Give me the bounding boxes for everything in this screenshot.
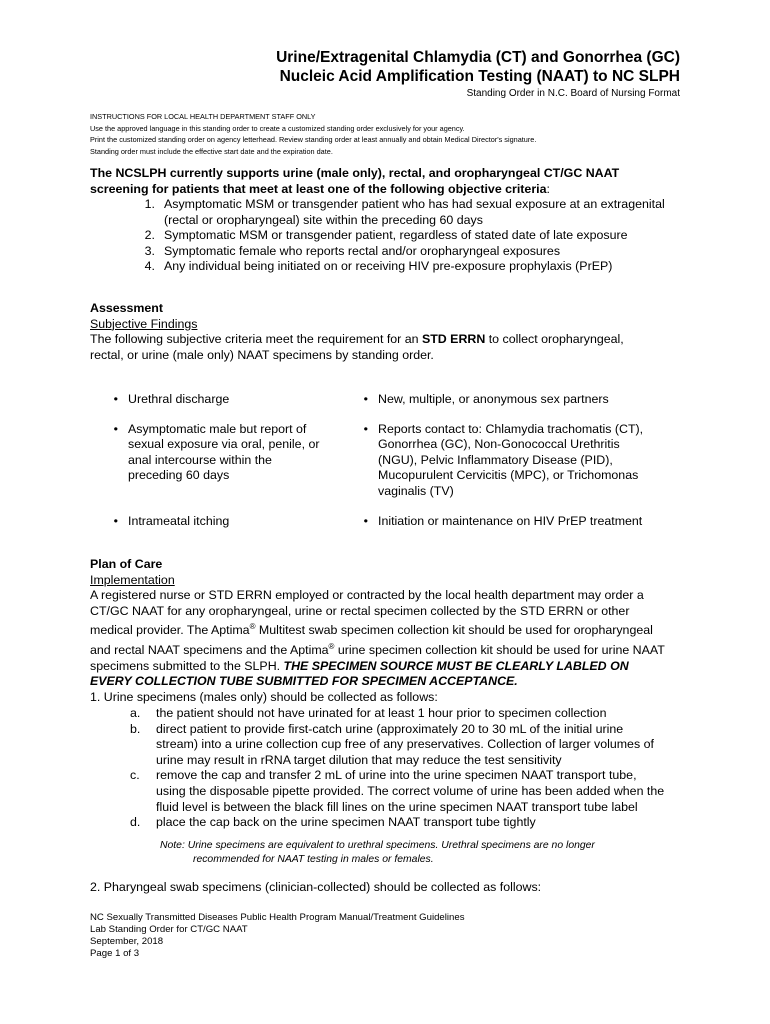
bullet-text: preceding 60 days (128, 468, 230, 483)
bullet-text: Intrameatal itching (128, 513, 230, 528)
assessment-text: rectal, or urine (male only) NAAT specimens by standing order. (90, 347, 434, 362)
list-item-text: direct patient to provide first-catch urine (approximately 20 to 30 mL of the initial urine (156, 721, 624, 736)
bullet-text: sexual exposure via oral, penile, or (128, 437, 320, 452)
subjective-criteria-bullets (90, 392, 690, 529)
pharyngeal-heading: 2. Pharyngeal swab specimens (clinician-collected) should be collected as follows: (90, 880, 542, 894)
bullet-icon: • (363, 392, 368, 406)
bullet-icon: • (113, 421, 118, 436)
page-footer (90, 912, 465, 960)
bullet-icon: • (363, 513, 368, 528)
bullet-icon: • (113, 513, 118, 528)
list-number: 2. (144, 228, 155, 243)
plan-text: medical provider. The Aptima (90, 623, 250, 638)
bullet-row (90, 422, 690, 500)
plan-of-care-section (90, 557, 690, 690)
document-title-line1: Urine/Extragenital Chlamydia (CT) and Gonorrhea (GC) (276, 49, 680, 66)
bullet-icon: • (113, 392, 118, 406)
instructions-heading: INSTRUCTIONS FOR LOCAL HEALTH DEPARTMENT STAFF ONLY (90, 112, 316, 121)
registered-mark: ® (328, 642, 335, 652)
list-item (121, 244, 681, 260)
plan-text: urine specimen collection kit should be used for urine NAAT (334, 643, 665, 658)
list-item-text: Asymptomatic MSM or transgender patient who has had sexual exposure at an extragenital (164, 197, 665, 211)
criteria-intro-colon: : (546, 181, 550, 196)
assessment-section (90, 301, 690, 363)
urine-heading: 1. Urine specimens (males only) should be collected as follows: (90, 690, 438, 704)
list-item-text: the patient should not have urinated for at least 1 hour prior to specimen collection (156, 706, 607, 720)
list-letter: c. (130, 768, 140, 783)
document-header (276, 48, 680, 101)
assessment-text: The following subjective criteria meet the requirement for an (90, 332, 422, 347)
criteria-intro (90, 166, 690, 197)
bullet-text: Urethral discharge (128, 392, 230, 406)
footer-line: NC Sexually Transmitted Diseases Public Health Program Manual/Treatment Guidelines (90, 912, 465, 923)
specimen-warning: EVERY COLLECTION TUBE SUBMITTED FOR SPECIMEN ACCEPTANCE. (90, 674, 518, 689)
list-item-text: using the disposable pipette provided. The correct volume of urine has been added when the (156, 783, 665, 798)
list-item (130, 768, 690, 815)
specimen-warning: THE SPECIMEN SOURCE MUST BE CLEARLY LABLED ON (283, 658, 629, 673)
document-title-line2: Nucleic Acid Amplification Testing (NAAT) to NC SLPH (279, 68, 680, 85)
list-item (121, 259, 681, 275)
subjective-findings-heading: Subjective Findings (90, 316, 198, 331)
list-item-text: fluid level is between the black fill lines on the urine specimen NAAT transport tube label (156, 799, 638, 814)
bullet-text: Initiation or maintenance on HIV PrEP treatment (378, 513, 643, 528)
list-item-text: stream) into a urine collection cup free of any preservatives. Collection of larger volumes of (156, 737, 654, 752)
list-item-text: place the cap back on the urine specimen NAAT transport tube tightly (156, 815, 536, 830)
instruction-line: Print the customized standing order on agency letterhead. Review standing order at least annually and obtain Medical Director's signature. (90, 135, 537, 145)
instruction-line: Use the approved language in this standing order to create a customized standing order exclusively for your agency. (90, 123, 465, 133)
plan-text: and rectal NAAT specimens and the Aptima (90, 643, 329, 658)
bullet-text: Mucopurulent Cervicitis (MPC), or Trichomonas (378, 468, 639, 483)
plan-text: CT/GC NAAT for any oropharyngeal, urine or rectal specimen collected by the STD ERRN or other (90, 603, 630, 618)
list-item-text: Symptomatic MSM or transgender patient, regardless of stated date of late exposure (164, 228, 628, 243)
list-item-text: remove the cap and transfer 2 mL of urine into the urine specimen NAAT transport tube, (156, 768, 637, 783)
footer-date: September, 2018 (90, 936, 164, 947)
criteria-intro-line1: The NCSLPH currently supports urine (male only), rectal, and oropharyngeal CT/GC NAAT (90, 166, 620, 180)
instruction-line: Standing order must include the effective start date and the expiration date. (90, 146, 333, 156)
list-letter: a. (130, 706, 141, 720)
list-item-text: Symptomatic female who reports rectal and/or oropharyngeal exposures (164, 243, 561, 258)
bullet-row (90, 392, 690, 408)
list-item-text: Any individual being initiated on or receiving HIV pre-exposure prophylaxis (PrEP) (164, 259, 613, 274)
implementation-heading: Implementation (90, 572, 175, 587)
plan-text: A registered nurse or STD ERRN employed or contracted by the local health department may order a (90, 588, 644, 603)
bullet-icon: • (363, 421, 368, 436)
assessment-heading: Assessment (90, 301, 164, 315)
staff-instructions (90, 111, 536, 157)
bullet-text: Asymptomatic male but report of (128, 421, 307, 436)
assessment-text-bold: STD ERRN (421, 332, 486, 347)
list-number: 1. (144, 197, 155, 211)
list-item (121, 228, 681, 244)
list-item (130, 815, 690, 831)
list-item-text: urine may result in rRNA target dilution that may reduce the test sensitivity (156, 752, 562, 767)
urine-collection-steps (130, 706, 690, 831)
document-subtitle: Standing Order in N.C. Board of Nursing Format (466, 88, 680, 99)
list-item (130, 706, 690, 722)
bullet-text: (NGU), Pelvic Inflammatory Disease (PID), (378, 452, 613, 467)
list-item-text: (rectal or oropharyngeal) site within the preceding 60 days (164, 212, 483, 227)
assessment-text: to collect oropharyngeal, (485, 332, 624, 347)
list-number: 3. (144, 243, 155, 258)
criteria-intro-line2: screening for patients that meet at least one of the following objective criteria (90, 181, 547, 196)
list-item (130, 722, 690, 769)
bullet-text: New, multiple, or anonymous sex partners (378, 392, 609, 406)
bullet-text: Gonorrhea (GC), Non-Gonococcal Urethritis (378, 437, 620, 452)
list-item (121, 197, 681, 228)
list-letter: d. (130, 815, 141, 830)
bullet-text: anal intercourse within the (128, 452, 272, 467)
bullet-text: Reports contact to: Chlamydia trachomatis (CT), (378, 421, 644, 436)
plan-of-care-heading: Plan of Care (90, 557, 163, 571)
footer-line: Lab Standing Order for CT/GC NAAT (90, 924, 248, 935)
bullet-text: vaginalis (TV) (378, 483, 454, 498)
plan-text: Multitest swab specimen collection kit should be used for oropharyngeal (255, 623, 653, 638)
list-number: 4. (144, 259, 155, 274)
page-number: Page 1 of 3 (90, 948, 140, 959)
note-text: Note: Urine specimens are equivalent to urethral specimens. Urethral specimens are no longer (160, 840, 595, 851)
bullet-row (90, 514, 690, 530)
registered-mark: ® (249, 622, 256, 632)
note-text: recommended for NAAT testing in males or females. (193, 854, 434, 865)
plan-text: specimens submitted to the SLPH. (90, 658, 284, 673)
list-letter: b. (130, 721, 141, 736)
criteria-list (121, 197, 681, 275)
urine-note (160, 839, 680, 867)
